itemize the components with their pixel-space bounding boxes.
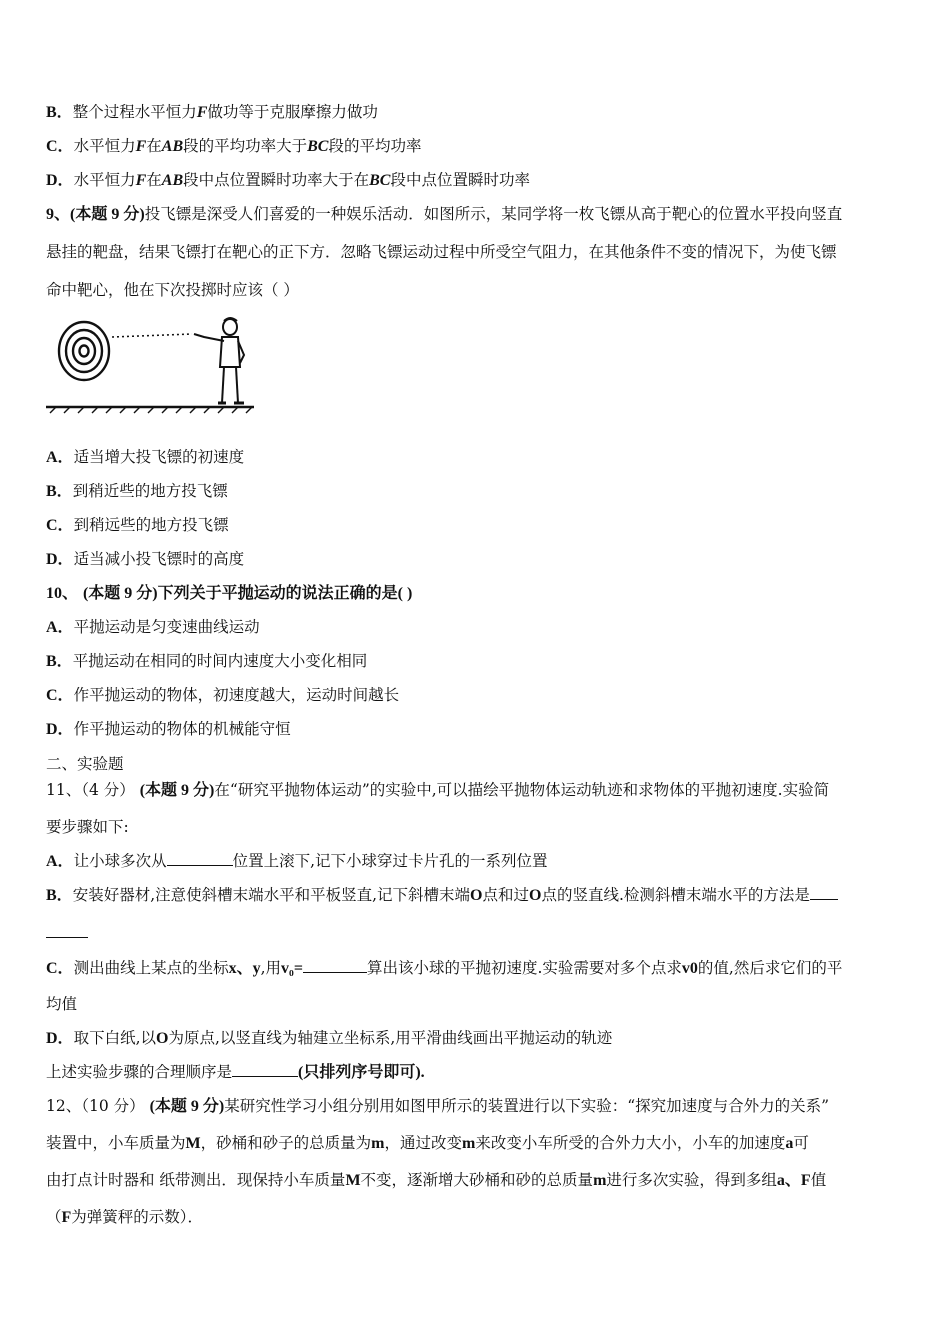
q11-step-b: B．安装好器材,注意使斜槽末端水平和平板竖直,记下斜槽末端O点和过O点的竖直线.检测斜槽末端水平的方法是 <box>46 884 908 907</box>
q10-stem: 10、 (本题 9 分)下列关于平抛运动的说法正确的是( ) <box>46 585 413 602</box>
dart-thrower-figure <box>44 307 256 417</box>
q12-stem-line1: 12、（10 分） (本题 9 分)某研究性学习小组分别用如图甲所示的装置进行以下实验：“探究加速度与合外力的关系” <box>46 1097 830 1115</box>
q11-step-d: D．取下白纸,以O为原点,以竖直线为轴建立坐标系,用平滑曲线画出平抛运动的轨迹 <box>46 1029 613 1047</box>
q9-stem-line3: 命中靶心，他在下次投掷时应该（ ） <box>46 281 299 299</box>
dart-trajectory-dots <box>112 334 192 337</box>
section-heading-experiment: 二、实验题 <box>46 755 124 773</box>
q11-step-c-continued: 均值 <box>46 995 78 1013</box>
q8-option-d: D．水平恒力F在AB段中点位置瞬时功率大于在BC段中点位置瞬时功率 <box>46 171 530 189</box>
q9-stem-line1: 9、(本题 9 分)投飞镖是深受人们喜爱的一种娱乐活动．如图所示，某同学将一枚飞镖从高于靶心的位置水平投向竖直 <box>46 205 843 223</box>
answer-blank[interactable] <box>303 958 367 973</box>
q8-option-b: B．整个过程水平恒力F做功等于克服摩擦力做功 <box>46 103 378 121</box>
dartboard-illustration <box>59 322 109 380</box>
q12-stem-line2: 装置中，小车质量为M，砂桶和砂子的总质量为m，通过改变m来改变小车所受的合外力大小，小车的加速度a可 <box>46 1134 809 1152</box>
ground-hatching <box>46 407 254 413</box>
answer-blank[interactable] <box>167 851 233 866</box>
q11-stem-line1: 11、（4 分） (本题 9 分)在“研究平抛物体运动”的实验中,可以描绘平抛物体运动轨迹和求物体的平抛初速度.实验简 <box>46 781 830 799</box>
q12-stem-line4: （F为弹簧秤的示数）． <box>46 1208 204 1226</box>
q12-stem-line3: 由打点计时器和 纸带测出．现保持小车质量M不变，逐渐增大砂桶和砂的总质量m进行多次实验，得到多组a、F值 <box>46 1171 827 1189</box>
q10-option-a: A．平抛运动是匀变速曲线运动 <box>46 618 260 636</box>
q11-step-c: C．测出曲线上某点的坐标x、y,用v₀= 算出该小球的平抛初速度.实验需要对多个点求v0的值,然后求它们的平 <box>46 959 843 977</box>
q9-option-b: B．到稍近些的地方投飞镖 <box>46 482 228 500</box>
q11-step-a: A．让小球多次从 位置上滚下,记下小球穿过卡片孔的一系列位置 <box>46 852 548 870</box>
q9-option-c: C．到稍远些的地方投飞镖 <box>46 516 229 534</box>
q9-option-d: D．适当减小投飞镖时的高度 <box>46 550 245 568</box>
q10-option-b: B．平抛运动在相同的时间内速度大小变化相同 <box>46 652 368 670</box>
q9-option-a: A．适当增大投飞镖的初速度 <box>46 448 245 466</box>
thrower-person-illustration <box>194 318 244 403</box>
answer-blank[interactable] <box>232 1062 298 1077</box>
q10-option-d: D．作平抛运动的物体的机械能守恒 <box>46 720 291 738</box>
q11-stem-line2: 要步骤如下: <box>46 818 129 836</box>
answer-blank[interactable] <box>810 885 838 900</box>
q11-order: 上述实验步骤的合理顺序是 (只排列序号即可). <box>46 1063 425 1081</box>
q10-option-c: C．作平抛运动的物体，初速度越大，运动时间越长 <box>46 686 400 704</box>
q8-option-c: C．水平恒力F在AB段的平均功率大于BC段的平均功率 <box>46 137 422 155</box>
q11-step-b-blank-continued <box>46 922 908 944</box>
q9-stem-line2: 悬挂的靶盘，结果飞镖打在靶心的正下方．忽略飞镖运动过程中所受空气阻力，在其他条件不变的情况下，为使飞镖 <box>46 243 837 261</box>
answer-blank[interactable] <box>46 923 88 938</box>
